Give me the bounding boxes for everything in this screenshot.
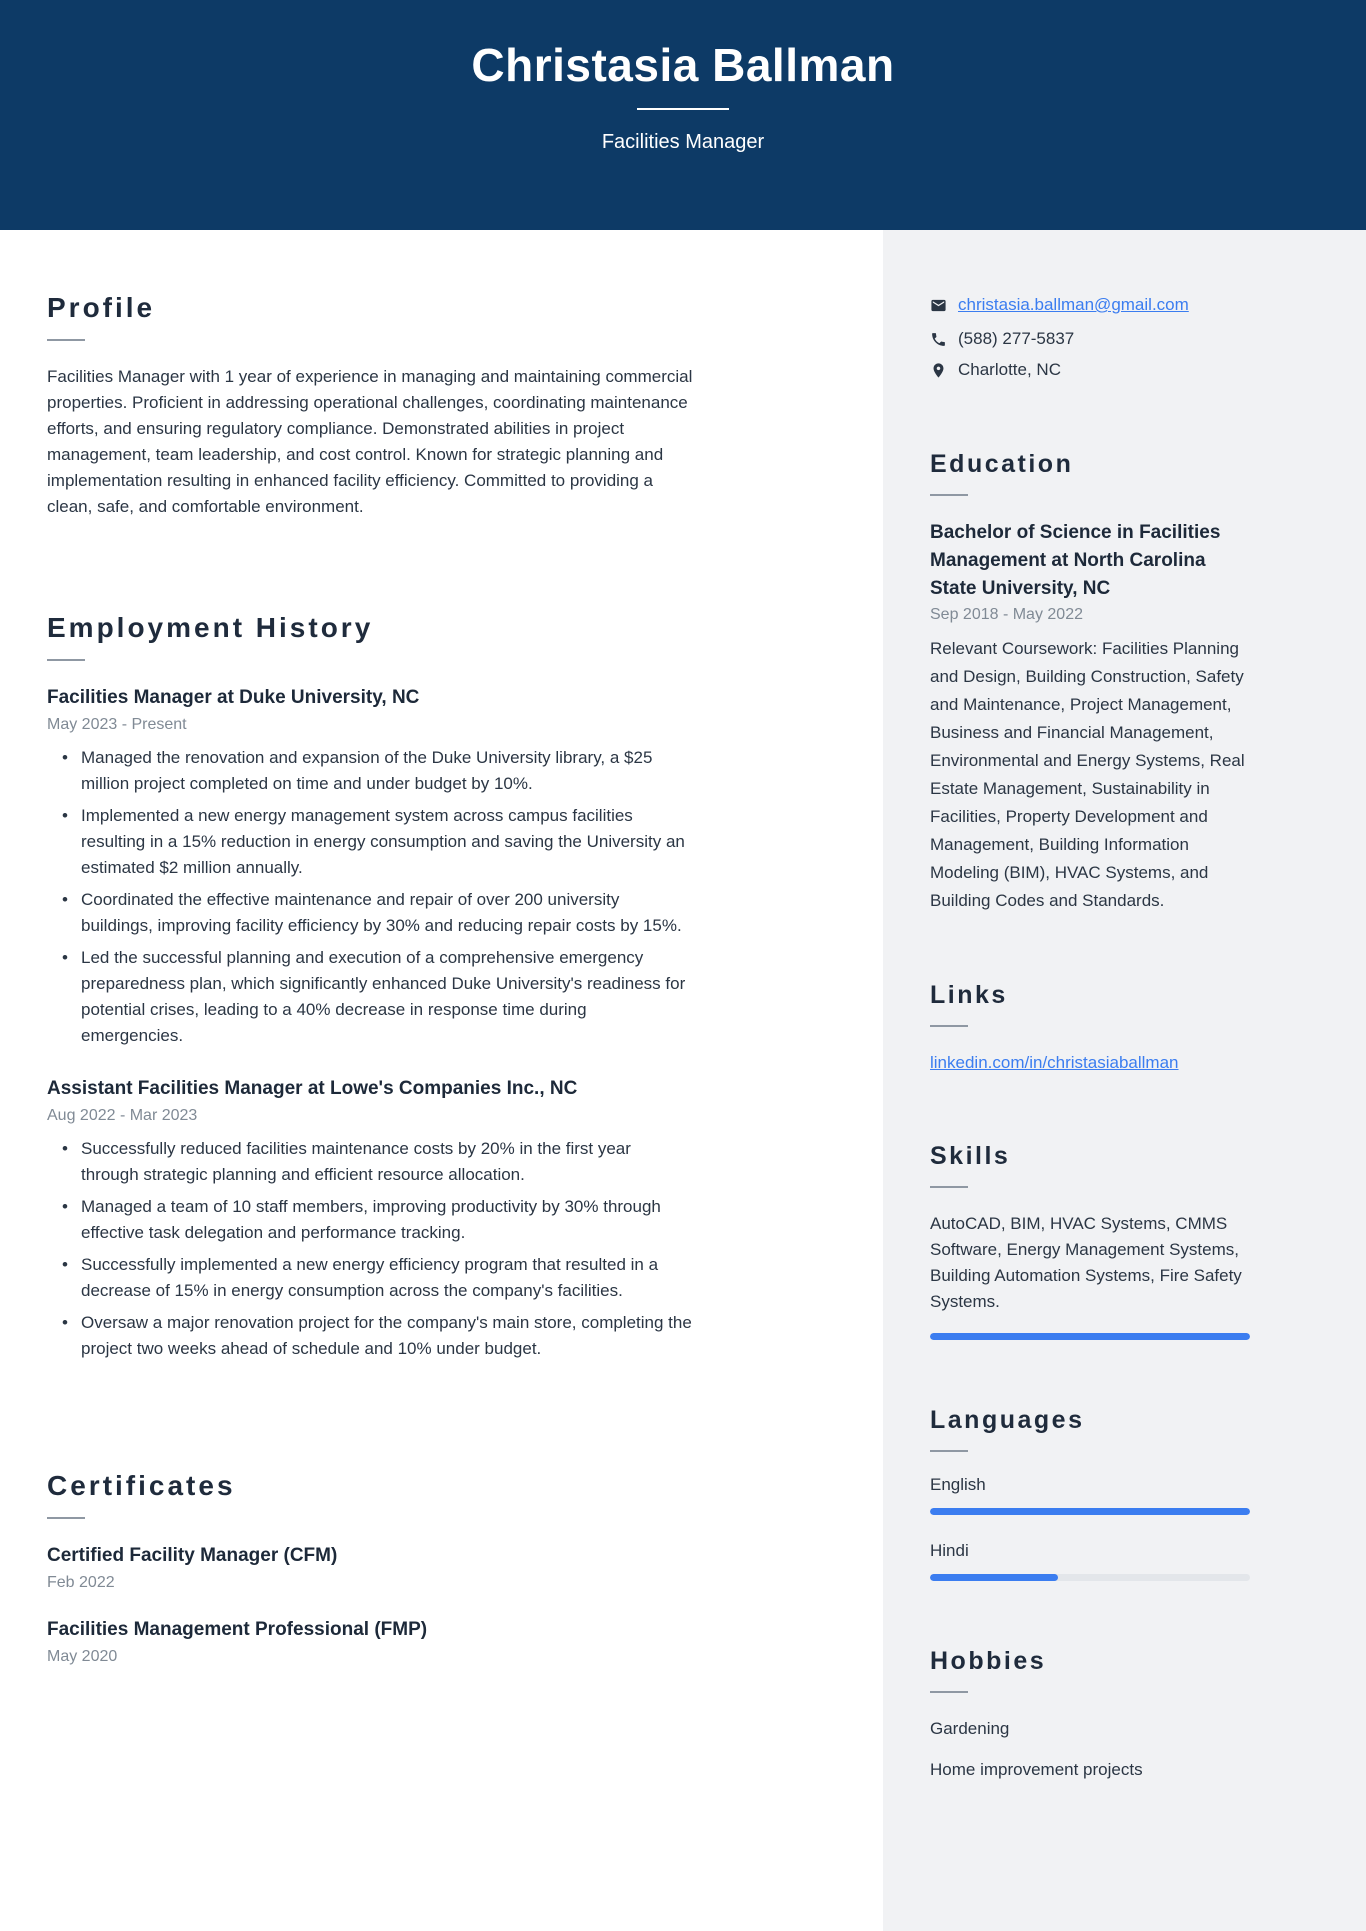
links-heading: Links — [930, 981, 1008, 1009]
main-column — [0, 230, 883, 1931]
skills-level-bar — [930, 1333, 1250, 1340]
resume-body — [0, 230, 1366, 1931]
skills-level-fill — [930, 1333, 1250, 1340]
candidate-name: Christasia Ballman — [471, 39, 895, 91]
candidate-job-title: Facilities Manager — [601, 130, 765, 153]
certificate-entry — [47, 1616, 693, 1666]
linkedin-link[interactable]: linkedin.com/in/christasiaballman — [930, 1053, 1179, 1072]
skills-heading: Skills — [930, 1142, 1011, 1170]
section-rule — [930, 494, 968, 496]
job-entry — [47, 684, 693, 1049]
job-dates: Aug 2022 - Mar 2023 — [47, 1107, 198, 1124]
hobby-item: Gardening — [930, 1719, 1010, 1738]
section-rule — [930, 1186, 968, 1188]
hobbies-heading: Hobbies — [930, 1647, 1047, 1675]
bullet-item: • Oversaw a major renovation project for the company's main store, completing the project two weeks ahead of schedule and 10% under budget. — [47, 1310, 693, 1362]
bullet-item: • Implemented a new energy management system across campus facilities resulting in a 15% reduction in energy consumption and saving the University an estimated $2 million annually. — [47, 803, 693, 881]
section-rule — [930, 1450, 968, 1452]
hobby-item: Home improvement projects — [930, 1760, 1143, 1779]
section-rule — [47, 339, 85, 341]
employment-section — [47, 612, 693, 1362]
job-bullet-list — [47, 1136, 693, 1362]
certificate-date: May 2020 — [47, 1648, 118, 1665]
hobbies-section — [930, 1647, 1250, 1783]
education-dates: Sep 2018 - May 2022 — [930, 606, 1083, 623]
links-section — [930, 981, 1250, 1076]
skills-section — [930, 1142, 1250, 1340]
profile-text: Facilities Manager with 1 year of experience in managing and maintaining commercial properties. Proficient in addressing operational challenges, coordinating maintenance efforts, and ensuring regulatory compliance. Demonstrated abilities in project management, team leadership, and cost control. Known for strategic planning and implementation resulting in enhanced facility efficiency. Committed to providing a clean, safe, and comfortable environment. — [47, 367, 693, 516]
job-dates: May 2023 - Present — [47, 716, 187, 733]
contact-phone-row — [930, 329, 1250, 349]
education-description: Relevant Coursework: Facilities Planning and Design, Building Construction, Safety and Maintenance, Project Management, Business and Financial Management, Environmental and Energy Systems, Real Estate Management, Sustainability in Facilities, Property Development and Management, Building Information Modeling (BIM), HVAC Systems, and Building Codes and Standards. — [930, 639, 1245, 910]
section-rule — [47, 659, 85, 661]
language-name: Hindi — [930, 1541, 969, 1560]
language-level-fill — [930, 1508, 1250, 1515]
certificates-heading: Certificates — [47, 1470, 236, 1501]
bullet-item: • Managed the renovation and expansion of the Duke University library, a $25 million project completed on time and under budget by 10%. — [47, 745, 693, 797]
bullet-item: • Led the successful planning and execution of a comprehensive emergency preparedness plan, which significantly enhanced Duke University's readiness for potential crises, leading to a 40% decrease in response time during emergencies. — [47, 945, 693, 1049]
bullet-item: • Successfully reduced facilities maintenance costs by 20% in the first year through strategic planning and efficient resource allocation. — [47, 1136, 693, 1188]
section-rule — [930, 1691, 968, 1693]
certificate-entry — [47, 1542, 693, 1592]
language-level-bar — [930, 1574, 1250, 1581]
language-entry — [930, 1541, 1250, 1581]
location-text: Charlotte, NC — [958, 360, 1061, 379]
job-title: Assistant Facilities Manager at Lowe's Companies Inc., NC — [47, 1078, 578, 1099]
languages-section — [930, 1406, 1250, 1581]
profile-heading: Profile — [47, 292, 156, 323]
bullet-item: • Managed a team of 10 staff members, improving productivity by 30% through effective task delegation and performance tracking. — [47, 1194, 693, 1246]
languages-heading: Languages — [930, 1406, 1085, 1434]
bullet-item: • Successfully implemented a new energy efficiency program that resulted in a decrease of 15% in energy consumption across the company's facilities. — [47, 1252, 693, 1304]
certificate-title: Certified Facility Manager (CFM) — [47, 1545, 338, 1566]
contact-block — [930, 292, 1250, 380]
bullet-item: • Coordinated the effective maintenance and repair of over 200 university buildings, improving facility efficiency by 30% and reducing repair costs by 15%. — [47, 887, 693, 939]
sidebar — [883, 230, 1366, 1931]
language-name: English — [930, 1475, 986, 1494]
name-divider — [637, 108, 729, 110]
degree-title: Bachelor of Science in Facilities Management at North Carolina State University, NC — [930, 522, 1221, 599]
language-level-bar — [930, 1508, 1250, 1515]
hobbies-list — [930, 1716, 1250, 1783]
job-title: Facilities Manager at Duke University, NC — [47, 687, 420, 708]
contact-email-row — [930, 292, 1250, 318]
certificate-date: Feb 2022 — [47, 1574, 115, 1591]
resume-header — [0, 0, 1366, 230]
envelope-icon — [930, 297, 947, 314]
certificates-section — [47, 1470, 693, 1666]
phone-icon — [930, 331, 947, 348]
email-link[interactable]: christasia.ballman@gmail.com — [958, 295, 1189, 314]
section-rule — [47, 1517, 85, 1519]
phone-number: (588) 277-5837 — [958, 329, 1075, 348]
section-rule — [930, 1025, 968, 1027]
job-entry — [47, 1075, 693, 1362]
language-entry — [930, 1475, 1250, 1515]
job-bullet-list — [47, 745, 693, 1049]
profile-section — [47, 292, 693, 520]
location-pin-icon — [930, 362, 947, 379]
education-heading: Education — [930, 450, 1074, 478]
employment-heading: Employment History — [47, 612, 374, 643]
education-section — [930, 450, 1250, 915]
contact-location-row — [930, 360, 1250, 380]
skills-text: AutoCAD, BIM, HVAC Systems, CMMS Software, Energy Management Systems, Building Automation Systems, Fire Safety Systems. — [930, 1214, 1242, 1311]
language-level-fill — [930, 1574, 1058, 1581]
certificate-title: Facilities Management Professional (FMP) — [47, 1619, 428, 1640]
